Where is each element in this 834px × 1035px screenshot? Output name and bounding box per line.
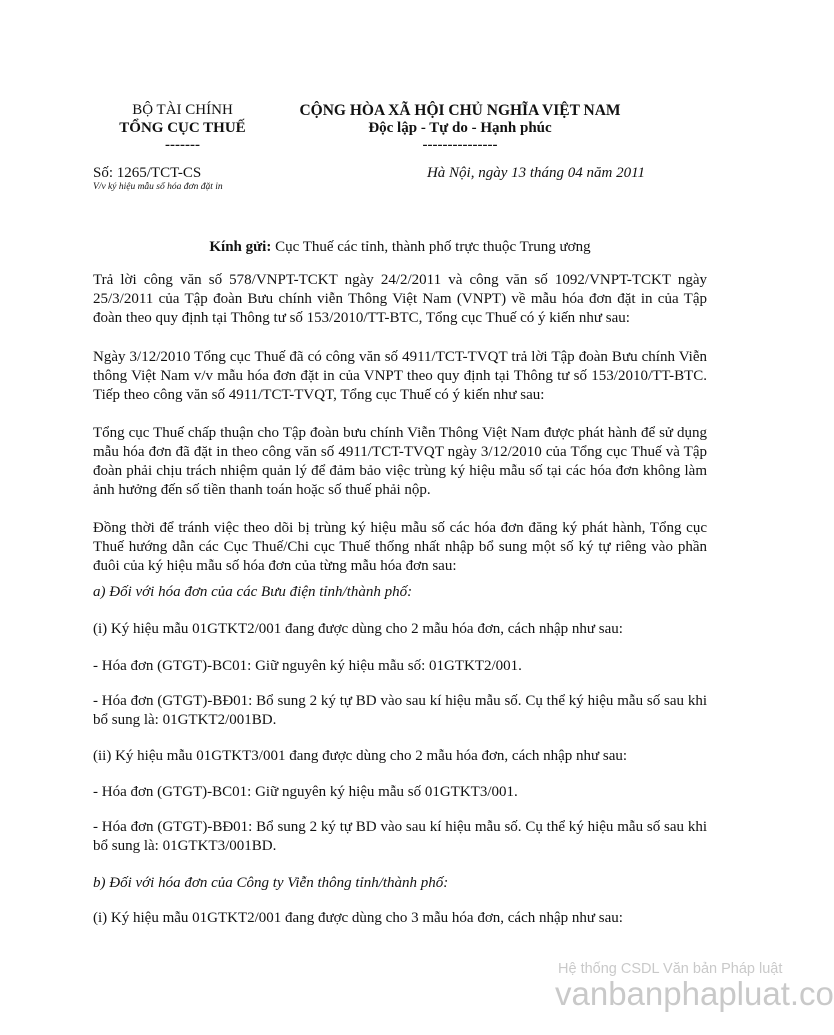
item-b-i: (i) Ký hiệu mẫu 01GTKT2/001 đang được dùng cho 3 mẫu hóa đơn, cách nhập như sau: bbox=[93, 910, 623, 926]
item-a-i-bc01: - Hóa đơn (GTGT)-BC01: Giữ nguyên ký hiệu mẫu số: 01GTKT2/001. bbox=[93, 658, 522, 674]
item-a-ii-bc01: - Hóa đơn (GTGT)-BC01: Giữ nguyên ký hiệu mẫu số 01GTKT3/001. bbox=[93, 784, 518, 800]
place-and-date: Hà Nội, ngày 13 tháng 04 năm 2011 bbox=[426, 165, 645, 181]
item-a-ii: (ii) Ký hiệu mẫu 01GTKT3/001 đang được dùng cho 2 mẫu hóa đơn, cách nhập như sau: bbox=[93, 748, 628, 764]
watermark-site: vanbanphapluat.co bbox=[555, 975, 834, 1012]
ministry-name: BỘ TÀI CHÍNH bbox=[132, 102, 233, 118]
recipient-line bbox=[93, 238, 707, 257]
motto-underline: --------------- bbox=[422, 137, 498, 153]
watermark-caption: Hệ thống CSDL Văn bản Pháp luật bbox=[558, 961, 783, 977]
document-number: Số: 1265/TCT-CS bbox=[93, 165, 202, 181]
recipient-label: Kính gửi: bbox=[209, 239, 272, 255]
national-motto: Độc lập - Tự do - Hạnh phúc bbox=[368, 120, 552, 136]
recipient-text: Cục Thuế các tỉnh, thành phố trực thuộc Trung ương bbox=[271, 239, 591, 255]
item-a-i-bd01: - Hóa đơn (GTGT)-BĐ01: Bổ sung 2 ký tự BD vào sau kí hiệu mẫu số. Cụ thể ký hiệu mẫu số sau khi bổ sung là: 01GTKT2/001BD. bbox=[93, 693, 707, 728]
section-a-heading: a) Đối với hóa đơn của các Bưu điện tỉnh/thành phố: bbox=[93, 584, 413, 600]
department-underline: ------- bbox=[165, 137, 200, 153]
paragraph-approval: Tổng cục Thuế chấp thuận cho Tập đoàn bưu chính Viễn Thông Việt Nam được phát hành để sử dụng mẫu hóa đơn đã đặt in theo công văn số 4911/TCT-TVQT ngày 3/12/2010 của Tổng cục Thuế và Tập đoàn phải chịu trách nhiệm quản lý để đảm bảo việc trùng ký hiệu mẫu số tại các hóa đơn không làm ảnh hưởng đến số tiền thanh toán hoặc số thuế phải nộp. bbox=[93, 425, 707, 498]
country-name: CỘNG HÒA XÃ HỘI CHỦ NGHĨA VIỆT NAM bbox=[299, 102, 621, 119]
item-a-ii-bd01: - Hóa đơn (GTGT)-BĐ01: Bổ sung 2 ký tự BD vào sau kí hiệu mẫu số. Cụ thể ký hiệu mẫu số sau khi bổ sung là: 01GTKT3/001BD. bbox=[93, 819, 707, 854]
paragraph-reply: Trả lời công văn số 578/VNPT-TCKT ngày 24/2/2011 và công văn số 1092/VNPT-TCKT ngày 25/3/2011 của Tập đoàn Bưu chính viễn Thông Việt Nam (VNPT) về mẫu hóa đơn đặt in của Tập đoàn theo quy định tại Thông tư số 153/2010/TT-BTC, Tổng cục Thuế có ý kiến như sau: bbox=[93, 272, 707, 326]
paragraph-guidance: Đồng thời để tránh việc theo dõi bị trùng ký hiệu mẫu số các hóa đơn đăng ký phát hành, Tổng cục Thuế hướng dẫn các Cục Thuế/Chi cục Thuế thống nhất nhập bổ sung một số ký tự riêng vào phần đuôi của ký hiệu mẫu số hóa đơn của từng mẫu hóa đơn sau: bbox=[93, 520, 707, 574]
item-a-i: (i) Ký hiệu mẫu 01GTKT2/001 đang được dùng cho 2 mẫu hóa đơn, cách nhập như sau: bbox=[93, 621, 623, 637]
document-subject: V/v ký hiệu mẫu số hóa đơn đặt in bbox=[93, 182, 223, 192]
section-b-heading: b) Đối với hóa đơn của Công ty Viễn thông tỉnh/thành phố: bbox=[93, 875, 449, 891]
paragraph-history: Ngày 3/12/2010 Tổng cục Thuế đã có công văn số 4911/TCT-TVQT trả lời Tập đoàn Bưu chính Viễn thông Việt Nam v/v mẫu hóa đơn đặt in của VNPT theo quy định tại Thông tư số 153/2010/TT-BTC. Tiếp theo công văn số 4911/TCT-TVQT, Tổng cục Thuế có ý kiến như sau: bbox=[93, 349, 707, 403]
department-name: TỔNG CỤC THUẾ bbox=[119, 120, 246, 136]
